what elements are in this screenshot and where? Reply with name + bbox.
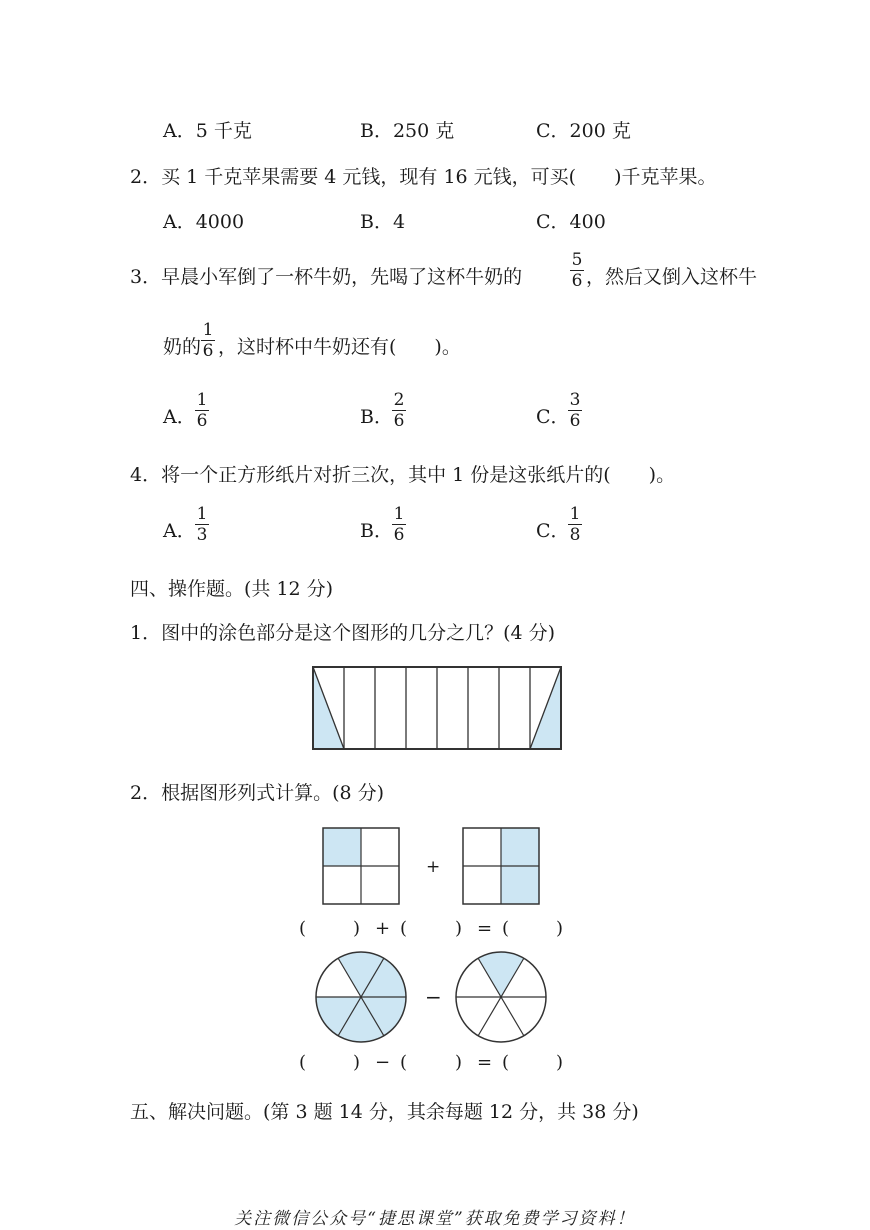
paren-open: ( [299, 1052, 307, 1073]
operator-minus: − [375, 1052, 391, 1073]
q1-option-b: B．250 克 [360, 120, 455, 142]
paren-close: ) [556, 1052, 564, 1073]
equals-sign: = [477, 918, 493, 939]
paren-close: ) [556, 918, 564, 939]
q3-option-b-fraction: 2 6 [393, 390, 405, 431]
equals-sign: = [477, 1052, 493, 1073]
circle-one-sixth-shaded [456, 952, 546, 1042]
q4-option-b-fraction: 1 6 [393, 504, 405, 545]
shaded-triangle-right [530, 667, 561, 749]
q4-option-c-fraction: 1 8 [569, 504, 581, 545]
section5-title: 五、解决问题。(第 3 题 14 分，其余每题 12 分，共 38 分) [130, 1101, 639, 1123]
operator-plus: + [375, 918, 391, 939]
paren-close: ) [353, 1052, 361, 1073]
diagonal-right [530, 667, 561, 749]
q3-option-c-fraction: 3 6 [569, 390, 581, 431]
q3-stem-mid: ，然后又倒入这杯牛 [586, 266, 758, 288]
paren-open: ( [400, 918, 408, 939]
paren-open: ( [299, 918, 307, 939]
q3-option-b-label: B． [360, 406, 393, 428]
paren-open: ( [502, 1052, 510, 1073]
square-one-quarter-shaded [323, 828, 399, 904]
q3-fraction-1-6: 1 6 [202, 320, 214, 361]
section4-q2: 2．根据图形列式计算。(8 分) [130, 782, 385, 804]
q2-stem: 2．买 1 千克苹果需要 4 元钱，现有 16 元钱，可买( )千克苹果。 [130, 166, 717, 188]
q4-option-a-label: A． [163, 520, 196, 542]
paren-close: ) [353, 918, 361, 939]
q1-option-a: A．5 千克 [163, 120, 252, 142]
shaded-triangle-left [313, 667, 344, 749]
q3-option-a-fraction: 1 6 [196, 390, 208, 431]
q2-option-c: C．400 [536, 211, 606, 233]
strip-dividers [344, 667, 530, 749]
diagonal-left [313, 667, 344, 749]
plus-sign: + [426, 857, 441, 877]
q3-option-a-label: A． [163, 406, 196, 428]
q2-option-a: A．4000 [163, 211, 245, 233]
strip-rectangle-figure [313, 667, 561, 749]
q3-line2-start: 奶的 [163, 336, 202, 358]
q3-stem-start: 3．早晨小军倒了一杯牛奶，先喝了这杯牛奶的 [130, 266, 523, 288]
q2-option-b: B．4 [360, 211, 406, 233]
rectangle-outline [313, 667, 561, 749]
q4-stem: 4．将一个正方形纸片对折三次，其中 1 份是这张纸片的( )。 [130, 464, 676, 486]
q4-option-b-label: B． [360, 520, 393, 542]
q3-fraction-5-6: 5 6 [571, 250, 583, 291]
section4-title: 四、操作题。(共 12 分) [130, 578, 334, 600]
q4-option-a-fraction: 1 3 [196, 504, 208, 545]
square-two-quarters-shaded [463, 828, 539, 904]
paren-close: ) [455, 1052, 463, 1073]
q1-option-c: C．200 克 [536, 120, 631, 142]
circle-five-sixths-shaded [316, 952, 406, 1043]
section4-q1: 1．图中的涂色部分是这个图形的几分之几？(4 分) [130, 622, 556, 644]
footer-notice: 关注微信公众号“捷思课堂”获取免费学习资料！ [234, 1209, 636, 1229]
q4-option-c-label: C． [536, 520, 570, 542]
paren-open: ( [502, 918, 510, 939]
minus-sign: − [425, 985, 442, 1009]
q3-option-c-label: C． [536, 406, 570, 428]
paren-close: ) [455, 918, 463, 939]
q3-line2-end: ，这时杯中牛奶还有( )。 [218, 336, 461, 358]
paren-open: ( [400, 1052, 408, 1073]
